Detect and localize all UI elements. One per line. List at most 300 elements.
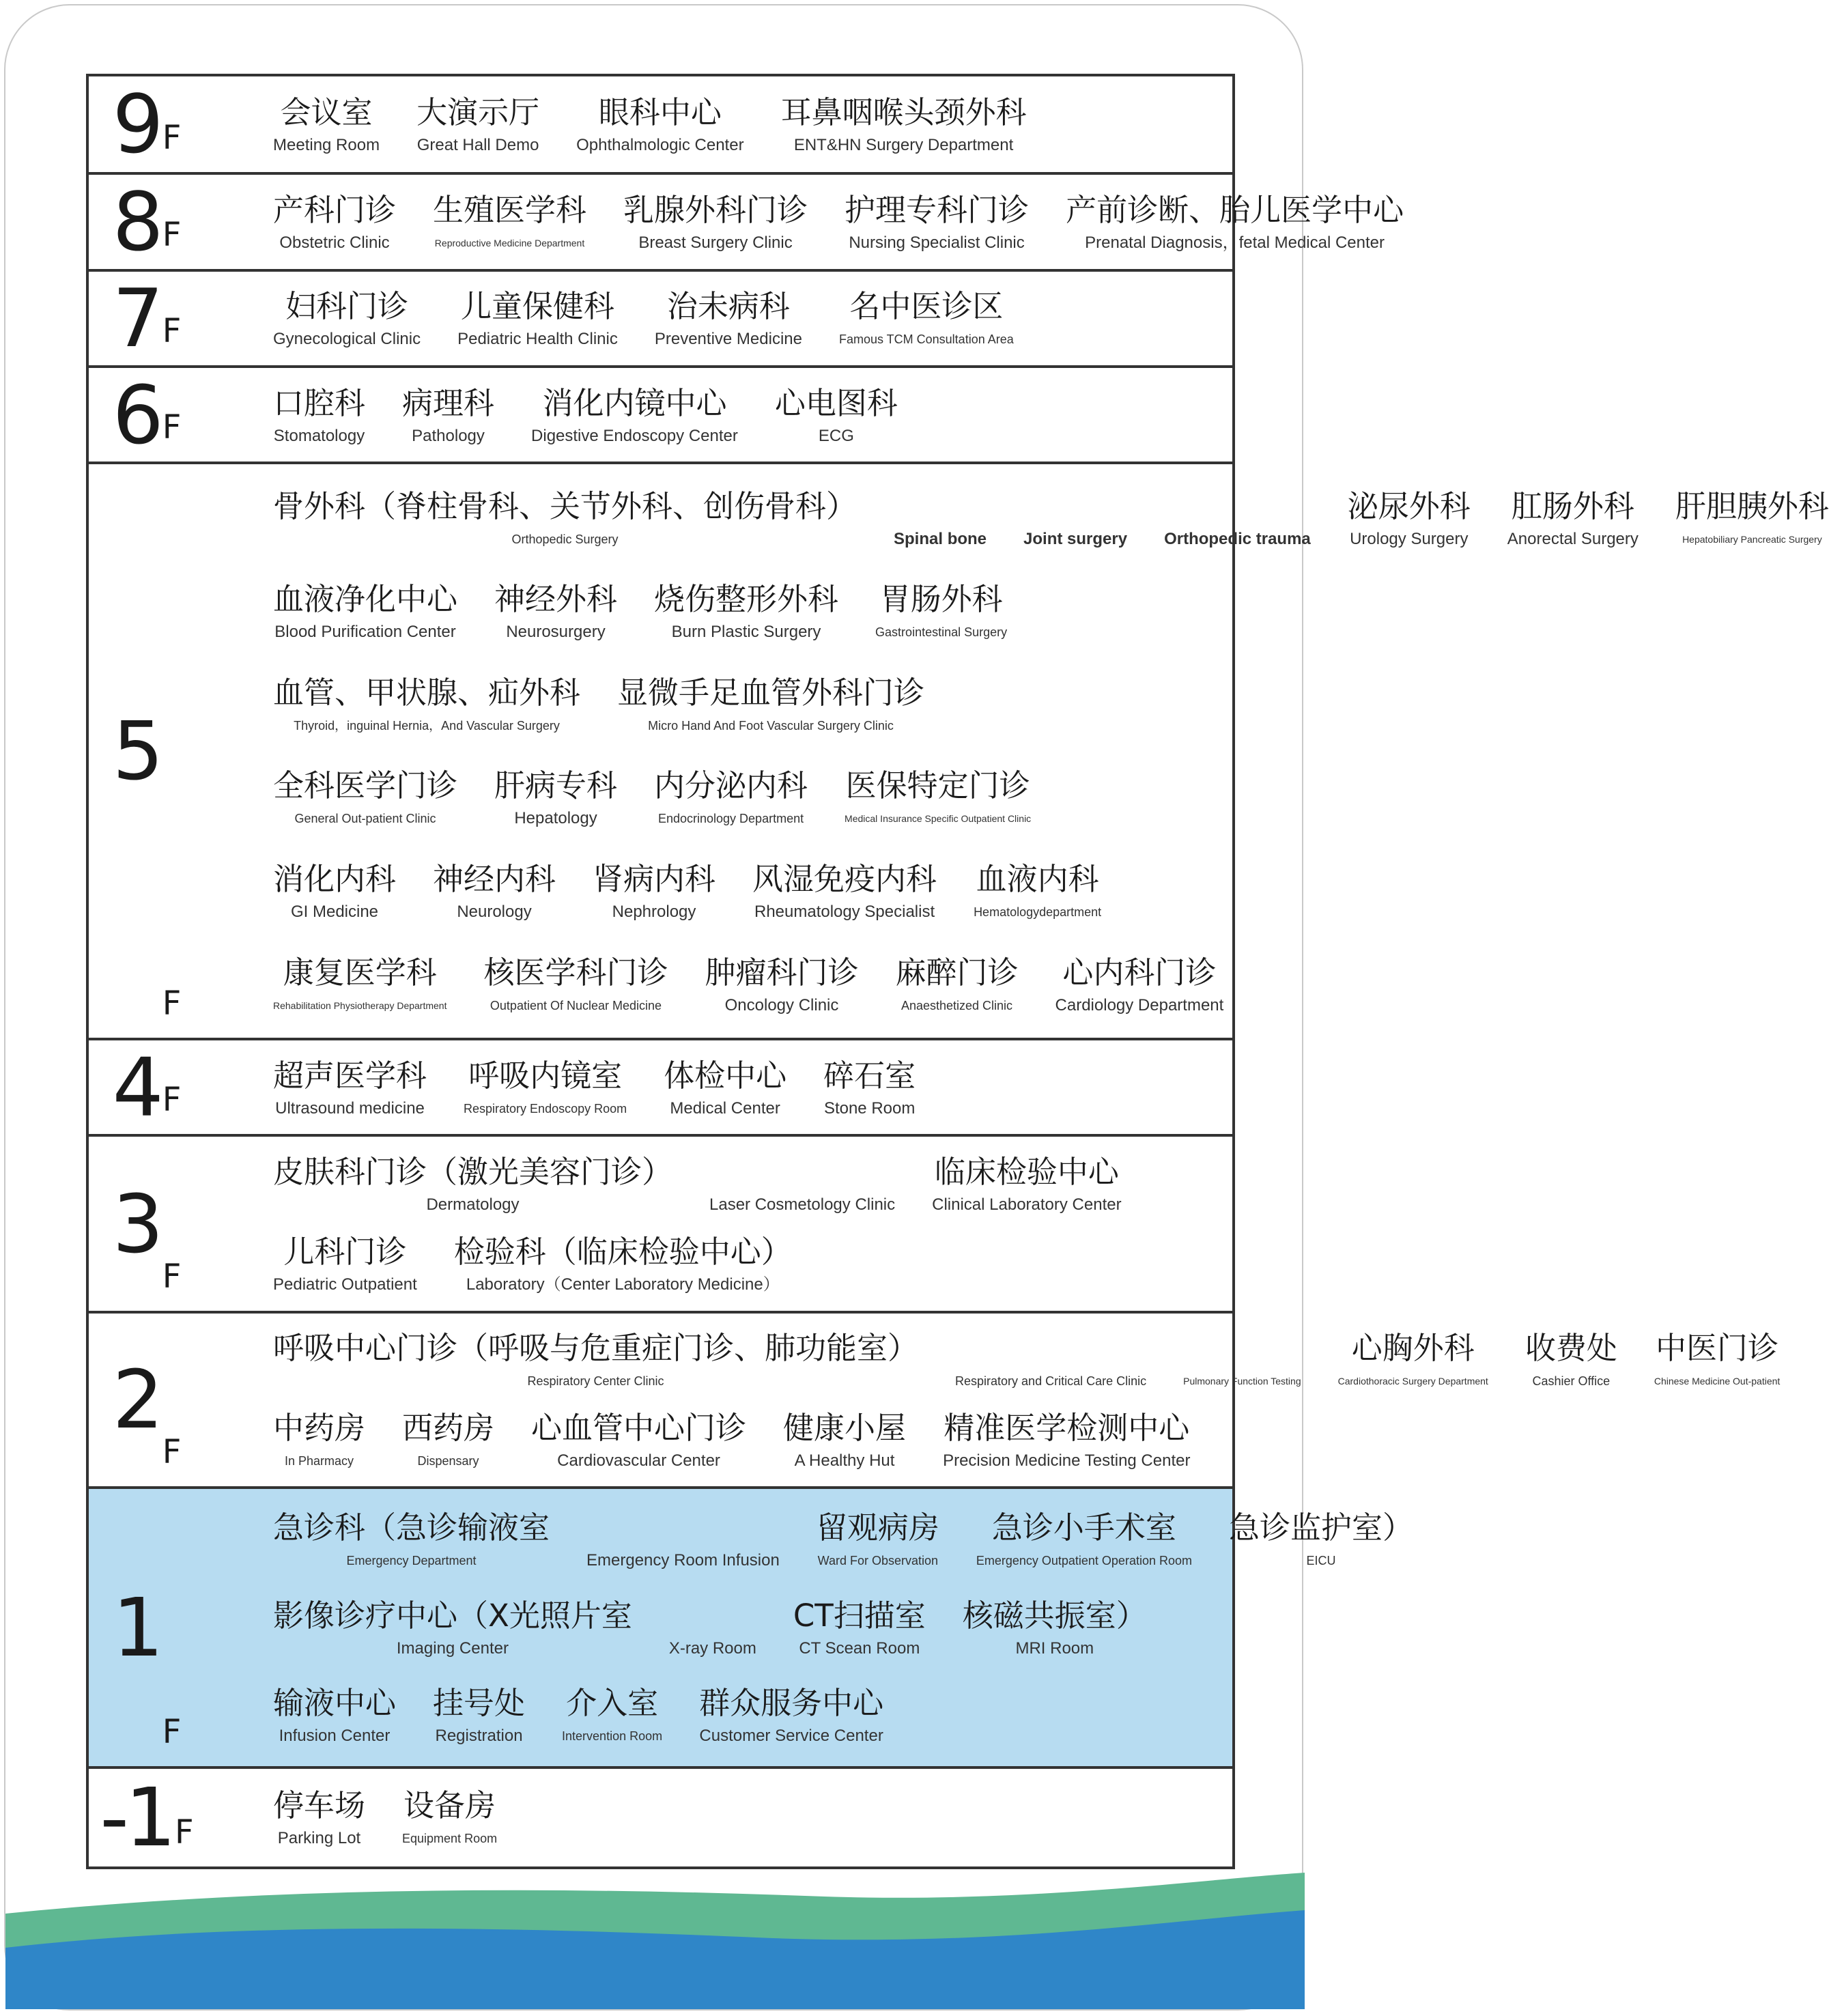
- department-row: [273, 858, 1219, 924]
- department-item: [273, 1055, 427, 1120]
- department-item: [709, 1151, 895, 1217]
- department-item: [845, 765, 1031, 830]
- department-item: [1348, 485, 1471, 551]
- department-name-en: Famous TCM Consultation Area: [838, 332, 1014, 347]
- department-name-zh: 口腔科: [273, 384, 366, 421]
- department-item: [1654, 1327, 1780, 1393]
- department-name-zh: 医保特定门诊: [845, 767, 1030, 804]
- department-row: [273, 952, 1224, 1017]
- department-item: [273, 91, 380, 157]
- department-name-zh: 碎石室: [823, 1057, 916, 1094]
- floor-8f: [89, 174, 1404, 271]
- department-item: [1023, 485, 1127, 551]
- department-item: [1066, 189, 1404, 255]
- department-item: [932, 1151, 1121, 1217]
- department-name-en: Great Hall Demo: [416, 136, 539, 155]
- department-name-zh: [1232, 485, 1242, 528]
- floor-2f: [89, 1314, 1781, 1489]
- department-item: [416, 91, 539, 157]
- department-item: [896, 952, 1019, 1017]
- floor-9f: [89, 76, 1232, 175]
- department-name-zh: 介入室: [566, 1685, 659, 1722]
- department-row: [273, 1785, 1219, 1850]
- department-name-zh: 心血管中心门诊: [531, 1409, 747, 1446]
- department-name-en: Orthopedic Surgery: [511, 532, 619, 546]
- department-name-en: Laser Cosmetology Clinic: [709, 1195, 896, 1214]
- department-item: [894, 485, 987, 551]
- department-name-zh: 群众服务中心: [699, 1685, 884, 1722]
- department-row: [273, 1595, 1219, 1660]
- department-item: [823, 1055, 916, 1120]
- department-name-en: Ultrasound medicine: [275, 1098, 425, 1118]
- department-name-en: Cardiology Department: [1055, 995, 1224, 1014]
- department-name-zh: 肝胆胰外科: [1675, 487, 1829, 524]
- department-name-zh: 健康小屋: [783, 1409, 907, 1446]
- department-name-en: Anaesthetized Clinic: [901, 998, 1013, 1012]
- department-name-zh: 挂号处: [433, 1685, 526, 1722]
- sign-frame: [4, 4, 1829, 2011]
- department-item: [976, 1507, 1192, 1572]
- department-item: [273, 1407, 365, 1473]
- department-name-zh: 核磁共振室）: [962, 1597, 1147, 1634]
- department-name-zh: 精准医学检测中心: [944, 1409, 1190, 1446]
- department-name-zh: 西药房: [402, 1409, 495, 1446]
- department-item: [273, 765, 457, 830]
- department-name-en: GI Medicine: [290, 903, 379, 922]
- department-name-zh: 神经内科: [433, 861, 556, 898]
- department-name-en: Anorectal Surgery: [1507, 529, 1639, 548]
- department-item: [273, 1327, 918, 1393]
- department-item: [845, 189, 1029, 255]
- department-row: [273, 1151, 1219, 1217]
- department-item: [839, 285, 1014, 351]
- department-name-en: ENT&HN Surgery Department: [793, 136, 1014, 155]
- department-name-en: Customer Service Center: [699, 1727, 883, 1746]
- department-name-zh: 肾病内科: [593, 861, 716, 898]
- department-item: [457, 285, 618, 351]
- department-name-zh: 内分泌内科: [654, 767, 808, 804]
- department-name-zh: 产前诊断、胎儿医学中心: [1066, 191, 1404, 228]
- department-name-zh: 心胸外科: [1351, 1330, 1475, 1367]
- department-name-en: Hepatology: [514, 809, 597, 828]
- department-item: [974, 858, 1101, 924]
- department-row: [273, 1055, 1219, 1120]
- department-rows: [273, 1489, 1414, 1766]
- floor-6f: [89, 368, 1232, 464]
- department-name-en: Laboratory（Center Laboratory Medicine）: [466, 1275, 780, 1294]
- department-name-en: Gynecological Clinic: [273, 330, 421, 349]
- department-name-zh: 眼科中心: [598, 94, 722, 131]
- department-item: [793, 1595, 926, 1660]
- department-name-en: Ophthalmologic Center: [576, 136, 744, 155]
- department-rows: [273, 1769, 1219, 1866]
- department-item: [273, 952, 446, 1017]
- department-name-zh: [1071, 485, 1080, 528]
- floor-label: [89, 464, 205, 1038]
- department-name-zh: 收费处: [1525, 1330, 1617, 1367]
- department-name-en: Gastrointestinal Surgery: [875, 625, 1008, 640]
- department-name-en: Clinical Laboratory Center: [932, 1195, 1122, 1214]
- department-name-en: Cardiovascular Center: [557, 1451, 720, 1470]
- floor-label: [89, 1769, 205, 1866]
- department-item: [433, 189, 586, 255]
- department-item: [593, 858, 715, 924]
- department-name-en: In Pharmacy: [284, 1453, 354, 1468]
- department-name-en: Respiratory Center Clinic: [527, 1374, 664, 1389]
- department-item: [617, 672, 924, 737]
- department-name-en: Dispensary: [417, 1453, 479, 1468]
- department-name-en: Hematologydepartment: [974, 905, 1102, 920]
- floor-suffix: F: [162, 1712, 182, 1751]
- floor-label: [89, 1314, 205, 1486]
- department-item: [664, 1055, 786, 1120]
- department-name-en: Rheumatology Specialist: [754, 903, 935, 922]
- department-name-zh: CT扫描室: [793, 1597, 926, 1634]
- department-item: [1055, 952, 1224, 1017]
- department-name-en: Nursing Specialist Clinic: [849, 233, 1025, 252]
- department-row: [273, 382, 1219, 448]
- department-name-en: CT Scean Room: [799, 1638, 920, 1658]
- department-name-en: Precision Medicine Testing Center: [943, 1451, 1191, 1470]
- department-name-zh: 急诊科（急诊输液室: [273, 1509, 550, 1546]
- department-row: [273, 285, 1219, 351]
- department-item: [817, 1507, 939, 1572]
- department-item: [1525, 1327, 1617, 1393]
- floor-1f: [89, 1489, 1414, 1769]
- department-row: [273, 485, 1829, 551]
- department-name-zh: 护理专科门诊: [845, 191, 1030, 228]
- department-name-zh: 治未病科: [666, 288, 790, 325]
- department-name-zh: 消化内镜中心: [542, 384, 727, 421]
- floor-number: 2: [112, 1352, 160, 1447]
- floor-7f: [89, 272, 1232, 368]
- department-name-zh: [708, 1595, 718, 1637]
- department-rows: [273, 1314, 1781, 1486]
- department-name-en: Emergency Department: [346, 1554, 477, 1568]
- department-item: [454, 1231, 792, 1296]
- department-row: [273, 1407, 1219, 1473]
- department-name-en: Equipment Room: [402, 1832, 498, 1846]
- department-name-en: Endocrinology Department: [657, 812, 804, 826]
- department-row: [273, 1231, 1219, 1296]
- floor-label: [89, 1137, 205, 1311]
- department-item: [433, 1682, 525, 1748]
- floor-label: [89, 368, 205, 462]
- department-name-en: Parking Lot: [277, 1829, 361, 1848]
- department-name-en: Burn Plastic Surgery: [671, 623, 821, 642]
- department-item: [433, 858, 556, 924]
- floor-suffix: F: [175, 1813, 194, 1852]
- department-name-en: Respiratory Endoscopy Room: [464, 1101, 627, 1116]
- floor-number: 5: [112, 704, 160, 799]
- department-name-en: Emergency Room Infusion: [586, 1551, 780, 1570]
- department-name-en: Neurosurgery: [506, 623, 606, 642]
- department-row: [273, 1682, 1219, 1748]
- department-item: [402, 1407, 494, 1473]
- floor-5f: [89, 464, 1829, 1040]
- department-name-zh: [1237, 1327, 1247, 1369]
- floor-b1f: [89, 1769, 1232, 1866]
- department-name-zh: [935, 485, 945, 528]
- floor-number: 7: [112, 271, 160, 366]
- floor-4f: [89, 1040, 1232, 1137]
- department-name-en: Meeting Room: [273, 136, 380, 155]
- department-name-en: Ward For Observation: [817, 1554, 939, 1568]
- department-item: [273, 285, 421, 351]
- floor-suffix: F: [162, 984, 182, 1023]
- department-name-en: General Out-patient Clinic: [294, 812, 436, 826]
- department-item: [1164, 485, 1311, 551]
- department-name-zh: [797, 1151, 807, 1193]
- department-name-en: Stomatology: [273, 426, 365, 445]
- department-name-zh: 体检中心: [664, 1057, 787, 1094]
- department-item: [531, 382, 738, 448]
- department-name-zh: 停车场: [273, 1787, 366, 1824]
- department-name-zh: 肝病专科: [494, 767, 618, 804]
- department-row: [273, 672, 1219, 737]
- department-name-en: EICU: [1306, 1554, 1336, 1568]
- department-row: [273, 189, 1404, 255]
- department-name-en: Dermatology: [426, 1195, 520, 1214]
- department-name-en: X-ray Room: [668, 1638, 756, 1658]
- department-name-zh: 全科医学门诊: [273, 767, 458, 804]
- department-name-zh: 急诊小手术室: [991, 1509, 1176, 1546]
- department-item: [273, 1595, 632, 1660]
- floor-directory: [86, 74, 1829, 1869]
- department-item: [775, 382, 898, 448]
- department-item: [1183, 1327, 1301, 1393]
- department-name-zh: 肿瘤科门诊: [705, 954, 859, 991]
- department-item: [273, 672, 580, 737]
- department-item: [273, 189, 396, 255]
- department-name-zh: 妇科门诊: [285, 288, 409, 325]
- department-item: [494, 578, 617, 644]
- department-name-zh: 影像诊疗中心（X光照片室: [273, 1597, 632, 1634]
- department-name-en: Prenatal Diagnosis，fetal Medical Center: [1085, 233, 1385, 252]
- department-name-en: Outpatient Of Nuclear Medicine: [490, 998, 662, 1012]
- department-name-zh: 临床检验中心: [934, 1154, 1119, 1190]
- department-name-zh: 乳腺外科门诊: [623, 191, 808, 228]
- department-item: [494, 765, 617, 830]
- department-item: [273, 1785, 365, 1850]
- department-name-zh: 胃肠外科: [879, 581, 1003, 618]
- department-item: [273, 578, 457, 644]
- department-name-zh: 肛肠外科: [1511, 487, 1634, 524]
- department-name-zh: 风湿免疫内科: [752, 861, 937, 898]
- department-name-en: Medical Insurance Specific Outpatient Clinic: [845, 813, 1032, 825]
- department-name-zh: 留观病房: [816, 1509, 939, 1546]
- department-item: [464, 1055, 627, 1120]
- department-row: [273, 91, 1219, 157]
- department-name-zh: 血液内科: [976, 861, 1099, 898]
- department-item: [402, 382, 494, 448]
- floor-number: 3: [112, 1176, 160, 1271]
- department-item: [1675, 485, 1829, 551]
- department-name-en: ECG: [818, 426, 854, 445]
- department-name-zh: [678, 1507, 687, 1549]
- floor-suffix: F: [162, 311, 182, 350]
- department-name-zh: 血管、甲状腺、疝外科: [273, 674, 581, 711]
- department-item: [273, 858, 396, 924]
- department-name-zh: 呼吸中心门诊（呼吸与危重症门诊、肺功能室）: [273, 1330, 919, 1367]
- floor-label: [89, 76, 205, 172]
- department-name-en: Pediatric Health Clinic: [457, 330, 618, 349]
- department-item: [699, 1682, 883, 1748]
- department-rows: [273, 1040, 1219, 1134]
- department-name-zh: 显微手足血管外科门诊: [617, 674, 925, 711]
- department-item: [273, 1151, 672, 1217]
- floor-number: -1: [100, 1770, 173, 1865]
- department-name-zh: 会议室: [280, 94, 373, 131]
- department-name-en: Pediatric Outpatient: [273, 1275, 417, 1294]
- department-name-en: Urology Surgery: [1350, 529, 1469, 548]
- department-name-zh: 儿童保健科: [460, 288, 614, 325]
- department-name-zh: 心内科门诊: [1062, 954, 1217, 991]
- floor-label: [89, 1489, 205, 1766]
- department-item: [1338, 1327, 1488, 1393]
- department-row: [273, 1507, 1414, 1572]
- department-row: [273, 1327, 1781, 1393]
- floor-label: [89, 1040, 205, 1134]
- department-name-en: Reproductive Medicine Department: [434, 237, 585, 249]
- department-item: [669, 1595, 756, 1660]
- department-name-en: Imaging Center: [396, 1638, 509, 1658]
- department-rows: [273, 464, 1829, 1038]
- department-name-en: MRI Room: [1015, 1638, 1094, 1658]
- department-item: [531, 1407, 746, 1473]
- department-name-zh: 设备房: [403, 1787, 496, 1824]
- department-name-zh: 麻醉门诊: [895, 954, 1019, 991]
- department-name-en: Emergency Outpatient Operation Room: [976, 1554, 1192, 1568]
- department-rows: [273, 76, 1219, 172]
- department-name-zh: [1046, 1327, 1055, 1369]
- department-name-en: Registration: [435, 1727, 523, 1746]
- floor-suffix: F: [162, 119, 182, 158]
- department-item: [1229, 1507, 1413, 1572]
- department-name-en: Pathology: [412, 426, 485, 445]
- department-item: [273, 1682, 396, 1748]
- department-name-en: Obstetric Clinic: [279, 233, 390, 252]
- department-name-en: Intervention Room: [562, 1729, 663, 1744]
- department-item: [654, 578, 838, 644]
- floor-suffix: F: [162, 215, 182, 254]
- department-item: [586, 1507, 780, 1572]
- department-name-en: Digestive Endoscopy Center: [531, 426, 738, 445]
- department-name-en: Hepatobiliary Pancreatic Surgery: [1682, 533, 1822, 545]
- floor-number: 1: [112, 1580, 160, 1675]
- department-item: [623, 189, 808, 255]
- department-item: [963, 1595, 1147, 1660]
- department-name-en: Thyroid，inguinal Hernia，And Vascular Surgery: [294, 718, 560, 733]
- department-name-en: Nephrology: [612, 903, 696, 922]
- department-item: [752, 858, 937, 924]
- floor-number: 6: [112, 367, 160, 462]
- department-name-en: Medical Center: [670, 1098, 780, 1118]
- department-name-zh: 皮肤科门诊（激光美容门诊）: [273, 1154, 673, 1190]
- department-name-en: Chinese Medicine Out-patient: [1654, 1376, 1781, 1387]
- floor-number: 8: [112, 174, 160, 269]
- department-name-zh: 检验科（临床检验中心）: [453, 1234, 792, 1270]
- floor-label: [89, 272, 205, 365]
- department-name-en: Respiratory and Critical Care Clinic: [955, 1374, 1147, 1389]
- floor-3f: [89, 1137, 1232, 1314]
- decorative-waves: [5, 1873, 1305, 2009]
- department-item: [781, 91, 1027, 157]
- department-name-zh: 生殖医学科: [433, 191, 587, 228]
- department-name-zh: 消化内科: [273, 861, 397, 898]
- department-item: [955, 1327, 1146, 1393]
- department-item: [273, 1231, 417, 1296]
- department-item: [273, 485, 857, 551]
- department-name-en: Neurology: [457, 903, 532, 922]
- department-row: [273, 765, 1219, 830]
- department-name-en: Rehabilitation Physiotherapy Department: [273, 999, 447, 1011]
- department-name-zh: 中药房: [273, 1409, 366, 1446]
- department-item: [655, 285, 802, 351]
- department-name-zh: 耳鼻咽喉头颈外科: [780, 94, 1027, 131]
- department-name-en: Infusion Center: [279, 1727, 391, 1746]
- department-rows: [273, 368, 1219, 462]
- department-item: [273, 1507, 550, 1572]
- floor-suffix: F: [162, 1432, 182, 1471]
- department-row: [273, 578, 1219, 644]
- department-name-en: Blood Purification Center: [274, 623, 456, 642]
- department-name-en: Pulmonary Function Testing: [1183, 1376, 1301, 1387]
- floor-number: 9: [112, 77, 160, 172]
- department-name-en: Oncology Clinic: [724, 995, 839, 1014]
- department-name-en: Stone Room: [823, 1098, 916, 1118]
- department-item: [1507, 485, 1639, 551]
- department-name-zh: 康复医学科: [283, 954, 437, 991]
- department-name-en: Micro Hand And Foot Vascular Surgery Clinic: [648, 718, 894, 733]
- department-name-zh: 产科门诊: [273, 191, 397, 228]
- department-rows: [273, 1137, 1219, 1311]
- department-rows: [273, 272, 1219, 365]
- department-item: [654, 765, 808, 830]
- department-name-en: Preventive Medicine: [654, 330, 802, 349]
- department-item: [562, 1682, 662, 1748]
- department-name-en: Cashier Office: [1532, 1374, 1611, 1389]
- department-name-zh: 中医门诊: [1656, 1330, 1779, 1367]
- department-item: [705, 952, 859, 1017]
- department-name-zh: 泌尿外科: [1347, 487, 1471, 524]
- department-name-zh: 神经外科: [494, 581, 618, 618]
- department-name-zh: 骨外科（脊柱骨科、关节外科、创伤骨科）: [273, 487, 857, 524]
- floor-number: 4: [112, 1040, 160, 1135]
- floor-suffix: F: [162, 408, 182, 447]
- department-name-zh: 病理科: [402, 384, 495, 421]
- department-name-en: Joint surgery: [1023, 529, 1128, 548]
- floor-label: [89, 175, 205, 268]
- floor-suffix: F: [162, 1258, 182, 1296]
- department-name-zh: 呼吸内镜室: [468, 1057, 623, 1094]
- department-name-zh: 心电图科: [774, 384, 898, 421]
- department-item: [576, 91, 743, 157]
- department-item: [875, 578, 1007, 644]
- department-name-zh: 核医学科门诊: [483, 954, 668, 991]
- department-name-zh: 大演示厅: [416, 94, 540, 131]
- department-item: [273, 382, 365, 448]
- department-name-zh: 超声医学科: [273, 1057, 427, 1094]
- department-name-en: Cardiothoracic Surgery Department: [1337, 1376, 1488, 1387]
- department-name-en: A Healthy Hut: [794, 1451, 895, 1470]
- department-name-en: Spinal bone: [894, 529, 987, 548]
- department-name-zh: 急诊监护室）: [1229, 1509, 1414, 1546]
- department-name-zh: 儿科门诊: [283, 1234, 407, 1270]
- floor-suffix: F: [162, 1081, 182, 1120]
- department-item: [402, 1785, 497, 1850]
- department-name-zh: 烧伤整形外科: [654, 581, 839, 618]
